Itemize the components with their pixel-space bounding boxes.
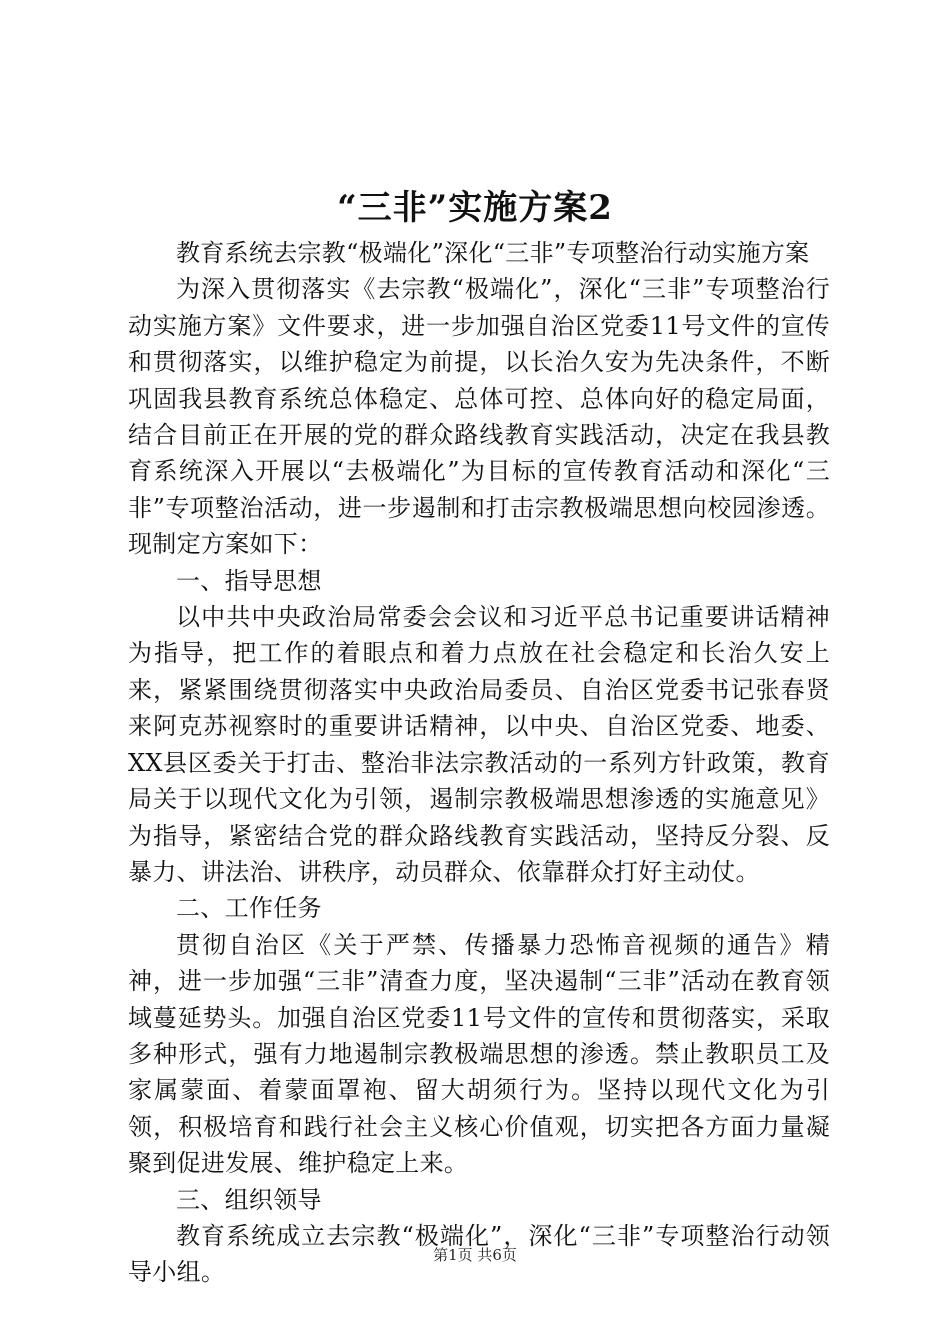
document-title: “三非”实施方案2 xyxy=(337,188,613,228)
paragraph-work-tasks: 贯彻自治区《关于严禁、传播暴力恐怖音视频的通告》精神，进一步加强“三非”清查力度，坚决遏制“三非”活动在教育领域蔓延势头。加强自治区党委11号文件的宣传和贯彻落实，采取多种形式，强有力地遏制宗教极端思想的渗透。禁止教职员工及家属蒙面、着蒙面罩袍、留大胡须行为。坚持以现代文化为引领，积极培育和践行社会主义核心价值观，切实把各方面力量凝聚到促进发展、维护稳定上来。 xyxy=(128,930,830,1178)
paragraph-guiding-ideology: 以中共中央政治局常委会会议和习近平总书记重要讲话精神为指导，把工作的着眼点和着力点放在社会稳定和长治久安上来，紧紧围绕贯彻落实中央政治局委员、自治区党委书记张春贤来阿克苏视察时的重要讲话精神，以中央、自治区党委、地委、XX县区委关于打击、整治非法宗教活动的一系列方针政策，教育局关于以现代文化为引领，遏制宗教极端思想渗透的实施意见》为指导，紧密结合党的群众路线教育实践活动，坚持反分裂、反暴力、讲法治、讲秩序，动员群众、依靠群众打好主动仗。 xyxy=(128,603,830,886)
page-number-footer: 第1页 共6页 xyxy=(433,1246,517,1264)
paragraph-subtitle: 教育系统去宗教“极端化”深化“三非”专项整治行动实施方案 xyxy=(176,239,810,267)
paragraph-organization: 教育系统成立去宗教“极端化”，深化“三非”专项整治行动领导小组。 xyxy=(128,1221,830,1287)
document-body xyxy=(128,235,830,1291)
section-heading-organization: 三、组织领导 xyxy=(176,1185,322,1214)
paragraph-intro: 为深入贯彻落实《去宗教“极端化”，深化“三非”专项整治行动实施方案》文件要求，进一步加强自治区党委11号文件的宣传和贯彻落实，以维护稳定为前提，以长治久安为先决条件，不断巩固我县教育系统总体稳定、总体可控、总体向好的稳定局面，结合目前正在开展的党的群众路线教育实践活动，决定在我县教育系统深入开展以“去极端化”为目标的宣传教育活动和深化“三非”专项整治活动，进一步遏制和打击宗教极端思想向校园渗透。现制定方案如下： xyxy=(128,275,830,559)
section-heading-guiding-ideology: 一、指导思想 xyxy=(176,566,322,595)
section-heading-work-tasks: 二、工作任务 xyxy=(176,894,322,923)
